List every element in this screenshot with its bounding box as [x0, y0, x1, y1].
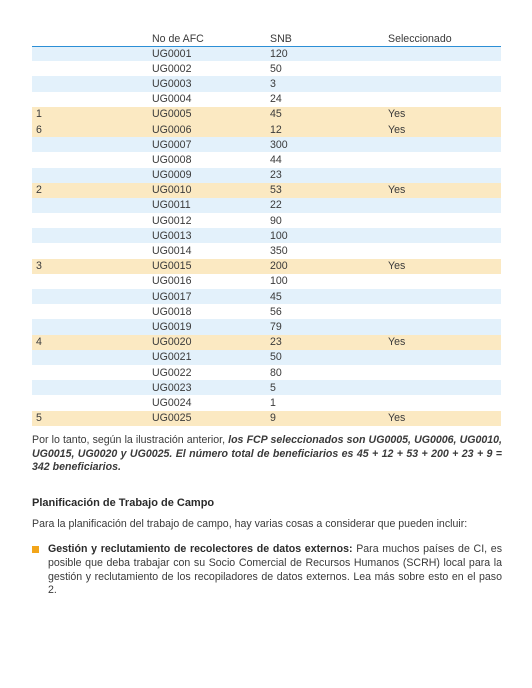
cell-afc-number: UG0020: [152, 335, 270, 350]
cell-snb: 1: [270, 395, 388, 410]
cell-selected: [388, 213, 501, 228]
cell-snb: 350: [270, 243, 388, 258]
cell-afc-number: UG0019: [152, 319, 270, 334]
cell-snb: 90: [270, 213, 388, 228]
cell-selected: Yes: [388, 107, 501, 122]
cell-selected: [388, 228, 501, 243]
table-row: [32, 365, 501, 380]
section-intro: Para la planificación del trabajo de campo, hay varias cosas a considerar que pueden incluir:: [32, 518, 468, 530]
table-row: [32, 259, 501, 274]
cell-selected: Yes: [388, 122, 501, 137]
table-row: [32, 380, 501, 395]
conclusion-emphasis: los FCP seleccionados son UG0005, UG0006, UG0010, UG0015, UG0020 y UG0025. El número total de beneficiarios es 45 + 12 + 53 + 200 + 23 + 9 = 342 beneficiarios.: [32, 434, 502, 474]
cell-afc-number: UG0021: [152, 350, 270, 365]
cell-rank: 2: [32, 183, 152, 198]
cell-snb: 50: [270, 61, 388, 76]
cell-rank: [32, 168, 152, 183]
cell-rank: [32, 395, 152, 410]
cell-snb: 50: [270, 350, 388, 365]
table-row: [32, 411, 501, 426]
table-row: [32, 168, 501, 183]
cell-afc-number: UG0001: [152, 46, 270, 61]
table-row: [32, 395, 501, 410]
cell-rank: 4: [32, 335, 152, 350]
cell-selected: [388, 76, 501, 91]
table-row: [32, 92, 501, 107]
cell-rank: [32, 319, 152, 334]
table-row: [32, 46, 501, 61]
cell-afc-number: UG0008: [152, 152, 270, 167]
table-row: [32, 122, 501, 137]
table-body: [32, 46, 501, 426]
header-selected: Seleccionado: [388, 32, 501, 46]
header-rank: [32, 32, 152, 46]
cell-selected: [388, 198, 501, 213]
cell-rank: [32, 380, 152, 395]
table-row: [32, 243, 501, 258]
cell-selected: [388, 92, 501, 107]
table-row: [32, 228, 501, 243]
table-header-row: [32, 32, 501, 46]
table-row: [32, 304, 501, 319]
cell-snb: 45: [270, 107, 388, 122]
cell-snb: 45: [270, 289, 388, 304]
cell-selected: [388, 289, 501, 304]
table-row: [32, 350, 501, 365]
table-row: [32, 274, 501, 289]
cell-rank: 6: [32, 122, 152, 137]
square-bullet-icon: [32, 546, 39, 553]
table-row: [32, 137, 501, 152]
cell-rank: [32, 350, 152, 365]
cell-snb: 200: [270, 259, 388, 274]
cell-snb: 300: [270, 137, 388, 152]
cell-afc-number: UG0003: [152, 76, 270, 91]
cell-snb: 53: [270, 183, 388, 198]
header-snb: SNB: [270, 32, 388, 46]
cell-afc-number: UG0004: [152, 92, 270, 107]
cell-selected: Yes: [388, 411, 501, 426]
cell-snb: 5: [270, 380, 388, 395]
cell-afc-number: UG0010: [152, 183, 270, 198]
cell-snb: 44: [270, 152, 388, 167]
table-row: [32, 61, 501, 76]
bullet-item: [32, 543, 502, 598]
conclusion-prefix: Por lo tanto, según la ilustración anterior,: [32, 434, 229, 446]
table-row: [32, 289, 501, 304]
cell-selected: Yes: [388, 183, 501, 198]
cell-rank: [32, 228, 152, 243]
cell-snb: 9: [270, 411, 388, 426]
cell-selected: [388, 395, 501, 410]
cell-rank: [32, 365, 152, 380]
cell-afc-number: UG0007: [152, 137, 270, 152]
cell-rank: 5: [32, 411, 152, 426]
cell-afc-number: UG0022: [152, 365, 270, 380]
cell-snb: 23: [270, 168, 388, 183]
conclusion-paragraph: [32, 434, 502, 475]
table-row: [32, 107, 501, 122]
cell-snb: 24: [270, 92, 388, 107]
cell-afc-number: UG0005: [152, 107, 270, 122]
cell-selected: [388, 168, 501, 183]
table-row: [32, 152, 501, 167]
cell-snb: 80: [270, 365, 388, 380]
cell-snb: 12: [270, 122, 388, 137]
cell-selected: Yes: [388, 259, 501, 274]
cell-afc-number: UG0017: [152, 289, 270, 304]
afc-selection-table: [32, 32, 501, 426]
cell-selected: [388, 137, 501, 152]
section-heading: Planificación de Trabajo de Campo: [32, 497, 215, 509]
cell-afc-number: UG0012: [152, 213, 270, 228]
bullet-text: [48, 543, 502, 598]
cell-afc-number: UG0016: [152, 274, 270, 289]
cell-rank: [32, 213, 152, 228]
cell-rank: [32, 243, 152, 258]
cell-rank: [32, 289, 152, 304]
cell-selected: [388, 319, 501, 334]
cell-afc-number: UG0006: [152, 122, 270, 137]
cell-selected: [388, 61, 501, 76]
cell-rank: [32, 198, 152, 213]
table-row: [32, 183, 501, 198]
cell-rank: [32, 304, 152, 319]
cell-rank: [32, 92, 152, 107]
cell-snb: 3: [270, 76, 388, 91]
bullet-body: Para muchos países de CI, es posible que deba trabajar con su Socio Comercial de Recursos Humanos (SCRH) local para la gestión y reclutamiento de los recopiladores de datos externos. Lea más sobre esto en el paso 2.: [48, 543, 502, 597]
cell-selected: [388, 274, 501, 289]
cell-afc-number: UG0025: [152, 411, 270, 426]
table-row: [32, 213, 501, 228]
cell-snb: 100: [270, 274, 388, 289]
table-row: [32, 76, 501, 91]
document-page: [32, 0, 501, 426]
cell-rank: [32, 137, 152, 152]
table-row: [32, 319, 501, 334]
cell-selected: [388, 304, 501, 319]
cell-selected: [388, 365, 501, 380]
cell-afc-number: UG0024: [152, 395, 270, 410]
table-row: [32, 335, 501, 350]
cell-selected: [388, 152, 501, 167]
cell-afc-number: UG0011: [152, 198, 270, 213]
cell-snb: 22: [270, 198, 388, 213]
cell-rank: [32, 152, 152, 167]
cell-selected: [388, 46, 501, 61]
cell-rank: [32, 76, 152, 91]
cell-afc-number: UG0013: [152, 228, 270, 243]
cell-selected: [388, 380, 501, 395]
cell-selected: [388, 243, 501, 258]
cell-afc-number: UG0018: [152, 304, 270, 319]
header-afc-number: No de AFC: [152, 32, 270, 46]
cell-rank: 3: [32, 259, 152, 274]
cell-snb: 23: [270, 335, 388, 350]
cell-rank: [32, 274, 152, 289]
cell-selected: Yes: [388, 335, 501, 350]
cell-snb: 100: [270, 228, 388, 243]
cell-afc-number: UG0009: [152, 168, 270, 183]
cell-snb: 79: [270, 319, 388, 334]
cell-afc-number: UG0002: [152, 61, 270, 76]
cell-afc-number: UG0023: [152, 380, 270, 395]
cell-afc-number: UG0014: [152, 243, 270, 258]
table-row: [32, 198, 501, 213]
cell-selected: [388, 350, 501, 365]
cell-rank: [32, 46, 152, 61]
cell-rank: [32, 61, 152, 76]
cell-snb: 56: [270, 304, 388, 319]
cell-snb: 120: [270, 46, 388, 61]
cell-rank: 1: [32, 107, 152, 122]
bullet-lead: Gestión y reclutamiento de recolectores de datos externos:: [48, 543, 353, 555]
cell-afc-number: UG0015: [152, 259, 270, 274]
